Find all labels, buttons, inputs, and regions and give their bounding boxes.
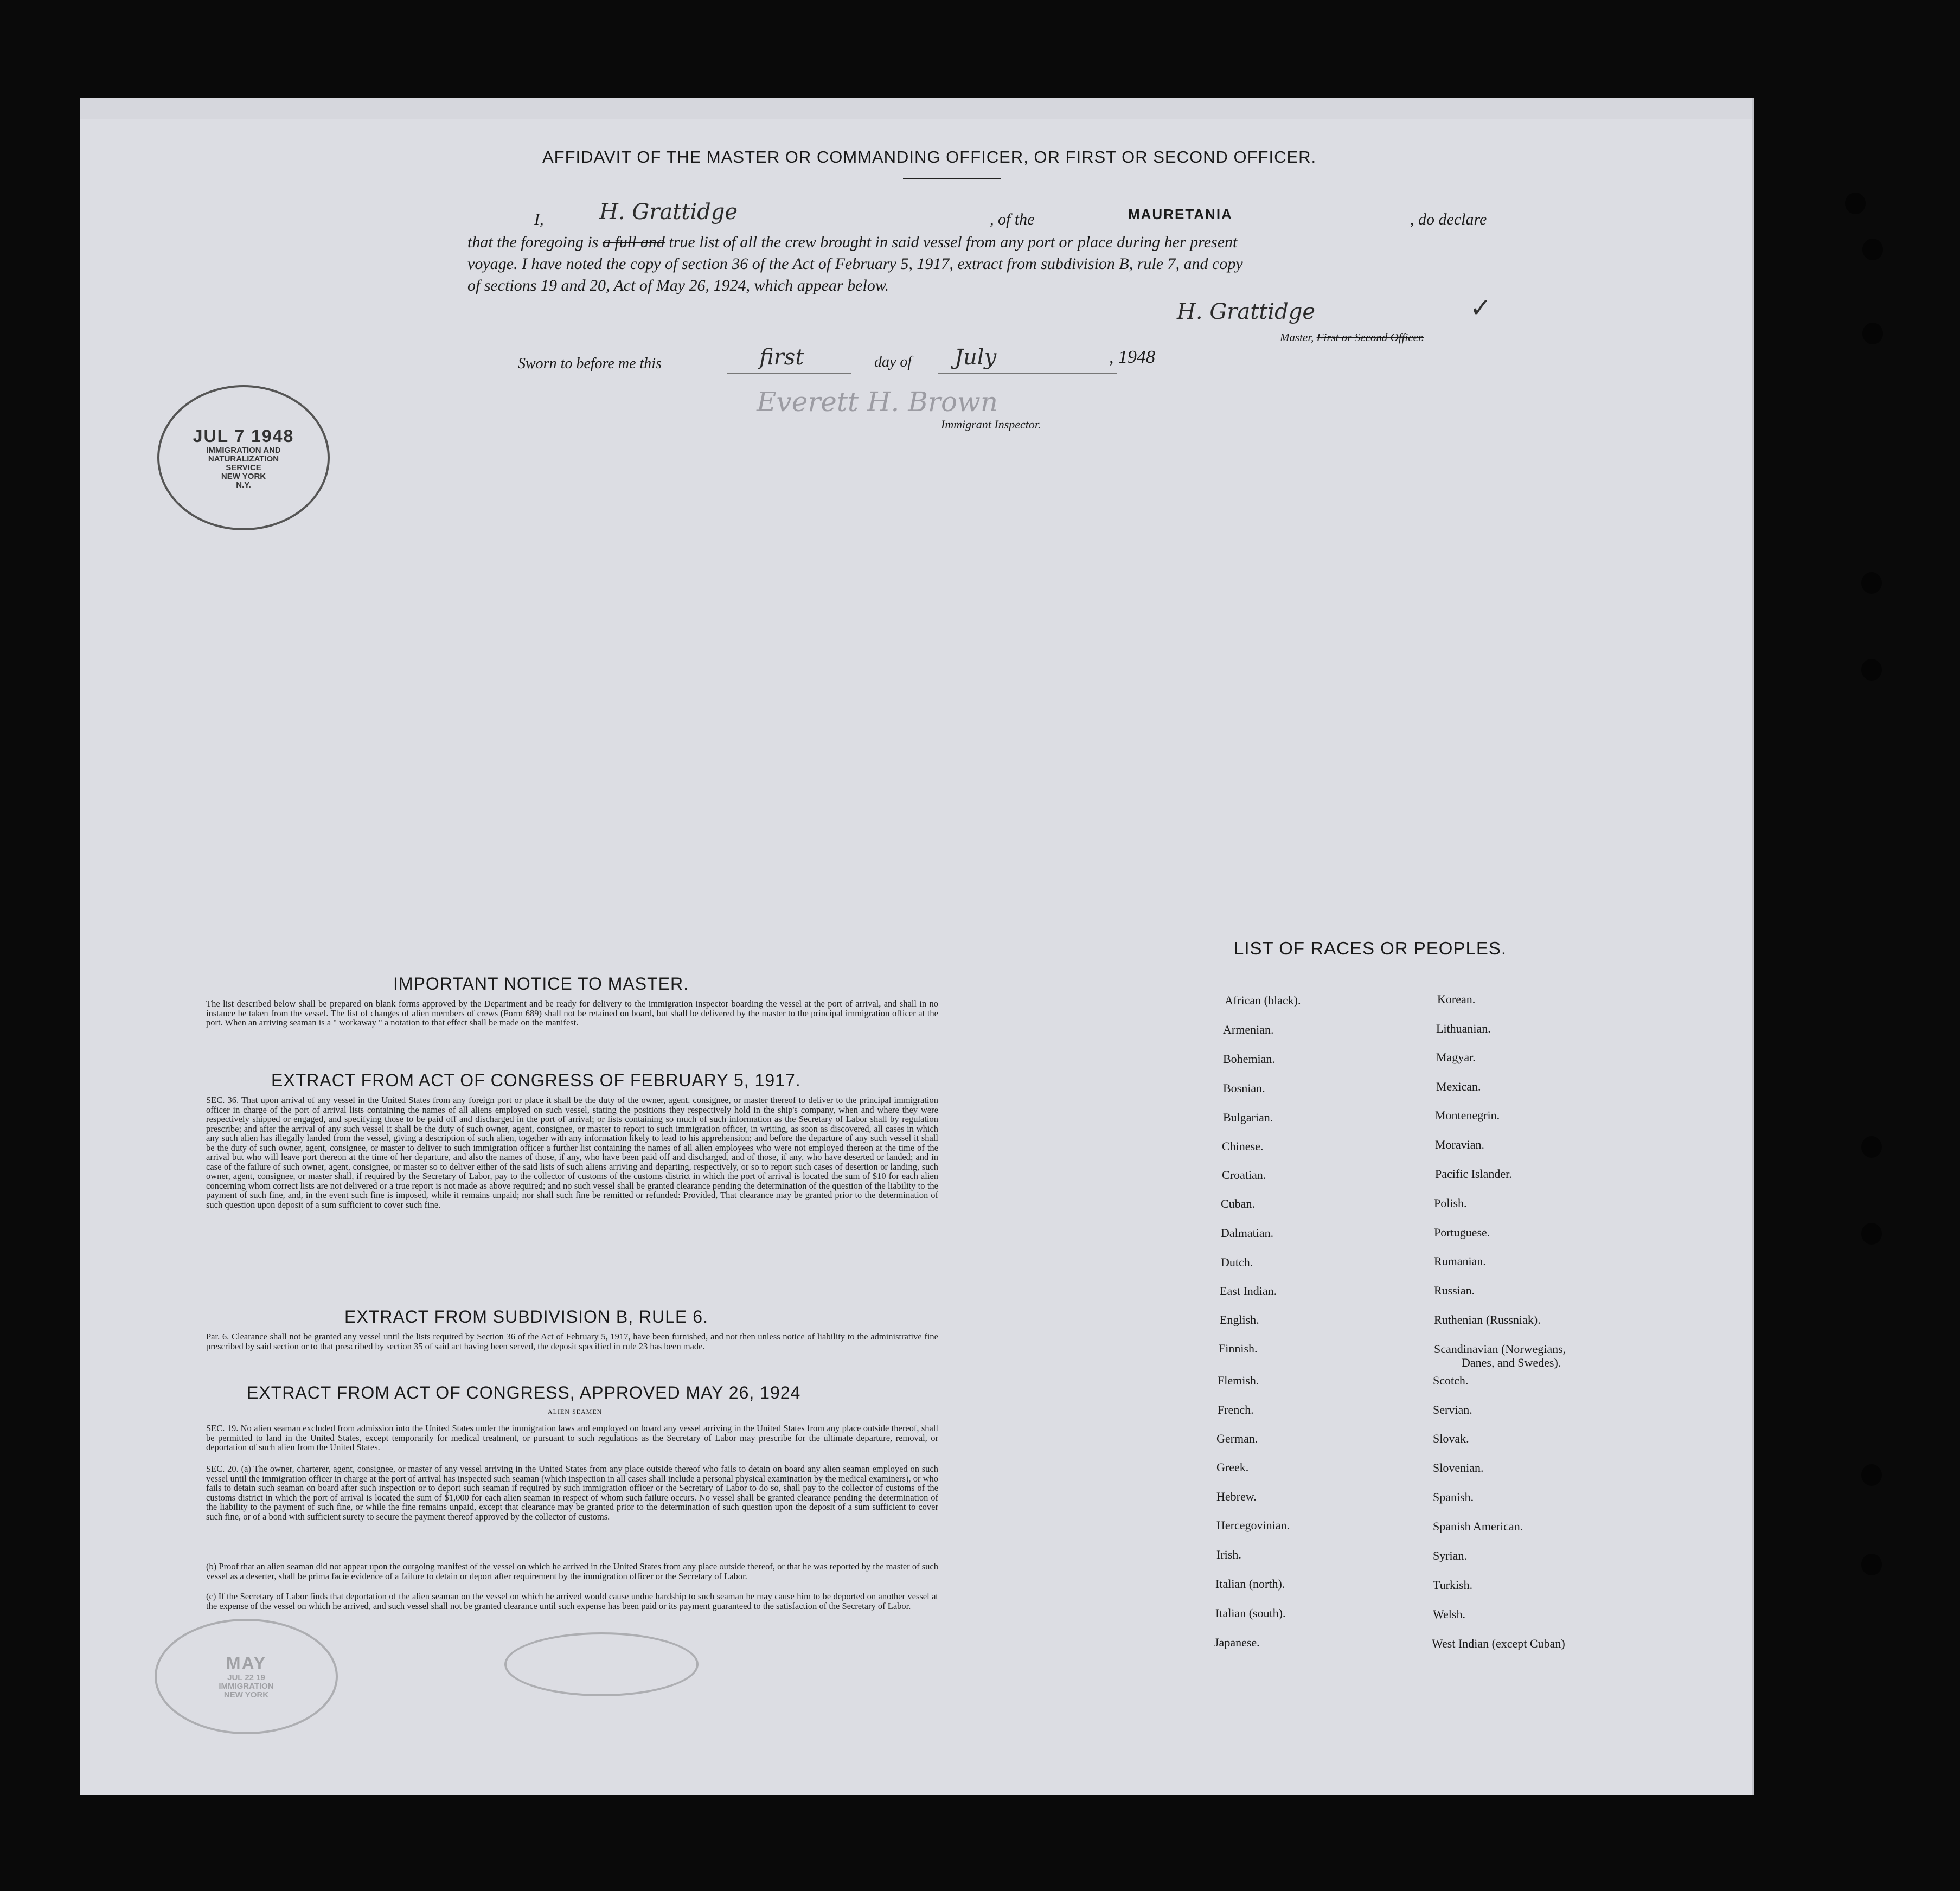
faint-stamp-text: JUL 22 19 bbox=[227, 1673, 265, 1682]
faint-stamp bbox=[155, 1619, 338, 1734]
faint-stamp-text: NEW YORK bbox=[223, 1690, 269, 1700]
race-item: German. bbox=[1216, 1432, 1258, 1445]
race-item: Montenegrin. bbox=[1435, 1108, 1500, 1122]
extract3-title: EXTRACT FROM ACT OF CONGRESS, APPROVED MAY 26, 1924 bbox=[247, 1383, 801, 1402]
faint-stamp-text: MAY bbox=[226, 1653, 267, 1673]
inspector-signature: Everett H. Brown bbox=[757, 386, 998, 418]
race-item: Spanish. bbox=[1433, 1490, 1474, 1504]
race-item-continuation: Danes, and Swedes). bbox=[1462, 1356, 1561, 1369]
race-item: Italian (north). bbox=[1215, 1577, 1285, 1591]
sworn-day: first bbox=[759, 345, 804, 370]
year: , 1948 bbox=[1109, 347, 1155, 367]
vessel-name: MAURETANIA bbox=[1128, 206, 1233, 222]
stamp-line: SERVICE bbox=[226, 463, 261, 472]
race-item: Hercegovinian. bbox=[1216, 1518, 1290, 1532]
master-signature: H. Grattidge bbox=[1177, 299, 1316, 324]
punch-hole bbox=[1861, 1136, 1882, 1158]
month-line bbox=[938, 373, 1117, 374]
race-item: Portuguese. bbox=[1434, 1226, 1490, 1239]
race-item: English. bbox=[1220, 1313, 1259, 1326]
sec20b-body: (b) Proof that an alien seaman did not appear upon the outgoing manifest of the vessel on which he arrived in the United States from any place outside thereof, or that he was reported by the master of such vessel as a deserter, shall be prima facie evidence of a failure to detain or deport after requirement by the immigration officer or the Secretary of Labor. bbox=[206, 1561, 938, 1581]
race-item: Turkish. bbox=[1433, 1578, 1473, 1592]
race-item: Scandinavian (Norwegians, bbox=[1434, 1342, 1566, 1356]
title-rule bbox=[903, 178, 1001, 179]
extract2-body: Par. 6. Clearance shall not be granted any vessel until the lists required by Section 36 of the Act of February 5, 1917, have been furnished, and not then unless notice of liability to the administrative fine prescribed by said section or to that prescribed by section 35 of said act having been served, the deposit specified in rule 23 has been made. bbox=[206, 1331, 938, 1351]
stamp-line: N.Y. bbox=[236, 480, 251, 490]
race-item: East Indian. bbox=[1220, 1284, 1277, 1298]
race-item: Rumanian. bbox=[1434, 1254, 1486, 1268]
race-item: Lithuanian. bbox=[1436, 1022, 1491, 1035]
race-item: Moravian. bbox=[1435, 1138, 1485, 1151]
faint-oval-stamp bbox=[504, 1632, 699, 1696]
day-of-label: day of bbox=[874, 354, 912, 370]
of-the-label: , of the bbox=[990, 210, 1035, 228]
extract1-body: SEC. 36. That upon arrival of any vessel in the United States from any foreign port or place it shall be the duty of the owner, agent, consignee, or master thereof to deliver to the principal immigration officer in charge of the port of arrival lists containing the names of all aliens employed on such vessel, stating the positions they respectively hold in the ship's company, when and where they were respectively shipped or engaged, and specifying those to be paid off and discharged in the port of arrival; or lists containing so much of such information as the Secretary of Labor shall by regulation prescribe; and after the arrival of any such vessel it shall be the duty of such owner, agent, consignee, or master to report to such immigration officer, in writing, as soon as discovered, all cases in which any such alien has illegally landed from the vessel, giving a description of such alien, together with any information likely to lead to his apprehension; and before the departure of any such vessel it shall be the duty of such owner, agent, consignee, or master to deliver to such immigration officer a further list containing the names of all alien employees who were not employed thereon at the time of the arrival but who will leave port thereon at the time of her departure, and also the names of those, if any, who have been paid off and discharged, and of those, if any, who have deserted or landed; and in case of the failure of such owner, agent, consignee, or master so to deliver either of the said lists of such aliens arriving and departing, respectively, or so to report such cases of desertion or landing, such owner, agent, consignee, or master shall, if required by the Secretary of Labor, pay to the collector of customs of the customs district in which the port of arrival is located the sum of $10 for each alien concerning whom correct lists are not delivered or a true report is not made as above required; and no such vessel shall be granted clearance pending the determination of the question of the liability to the payment of such fine, and, in the event such fine is imposed, while it remains unpaid; nor shall such fine be remitted or refunded: Provided, That clearance may be granted prior to the determination of such question upon deposit of a sum sufficient to cover such fine. bbox=[206, 1095, 938, 1210]
i-label: I, bbox=[534, 210, 544, 228]
race-item: Syrian. bbox=[1433, 1549, 1467, 1562]
race-item: Flemish. bbox=[1218, 1374, 1259, 1387]
master-name-handwritten: H. Grattidge bbox=[599, 200, 738, 225]
race-item: Chinese. bbox=[1222, 1139, 1264, 1153]
stamp-line: NEW YORK bbox=[221, 471, 266, 481]
race-item: Ruthenian (Russniak). bbox=[1434, 1313, 1541, 1326]
race-item: Russian. bbox=[1434, 1284, 1475, 1297]
sworn-month: July bbox=[955, 345, 997, 370]
race-item: Welsh. bbox=[1433, 1607, 1465, 1621]
race-item: French. bbox=[1218, 1403, 1254, 1416]
races-title: LIST OF RACES OR PEOPLES. bbox=[1234, 938, 1507, 958]
race-item: Cuban. bbox=[1221, 1197, 1255, 1210]
stamp-line: IMMIGRATION AND bbox=[206, 445, 281, 455]
race-item: Korean. bbox=[1437, 992, 1476, 1006]
extract2-title: EXTRACT FROM SUBDIVISION B, RULE 6. bbox=[344, 1307, 708, 1326]
sec19-body: SEC. 19. No alien seaman excluded from admission into the United States under the immigration laws and employed on board any vessel arriving in the United States from any place outside thereof, shall be permitted to land in the United States, except temporarily for medical treatment, or pursuant to such regulations as the Secretary of Labor may prescribe for the ultimate departure, removal, or deportation of such alien from the United States. bbox=[206, 1423, 938, 1452]
race-item: Polish. bbox=[1434, 1196, 1467, 1210]
race-item: Slovak. bbox=[1433, 1432, 1469, 1445]
race-item: Dalmatian. bbox=[1221, 1226, 1274, 1240]
sworn-label: Sworn to before me this bbox=[518, 355, 662, 372]
sec20a-body: SEC. 20. (a) The owner, charterer, agent, consignee, or master of any vessel arriving in the United States from any place outside thereof who fails to detain on board any alien seaman employed on such vessel until the immigration officer in charge at the port of arrival has inspected such seaman (which inspection in all cases shall include a personal physical examination by the medical examiners), or who fails to detain such seaman on board after such inspection or to deport such seaman if required by such immigration officer or the Secretary of Labor to do so, shall pay to the collector of customs of the customs district in which the port of arrival is located the sum of $1,000 for each alien seaman in respect of whom such failure occurs. No vessel shall be granted clearance pending the determination of the liability to the payment of such fine, or while the fine remains unpaid, except that clearance may be granted prior to the determination of such question upon the deposit of a sum sufficient to cover such fine, or of a bond with sufficient surety to secure the payment thereof approved by the collector of customs. bbox=[206, 1464, 938, 1522]
punch-hole bbox=[1845, 193, 1866, 214]
race-item: Servian. bbox=[1433, 1403, 1472, 1416]
race-item: Hebrew. bbox=[1216, 1490, 1257, 1503]
declaration-line-3: of sections 19 and 20, Act of May 26, 1924, which appear below. bbox=[467, 277, 889, 294]
race-item: Japanese. bbox=[1214, 1636, 1260, 1649]
race-item: Slovenian. bbox=[1433, 1461, 1484, 1475]
race-item: Scotch. bbox=[1433, 1374, 1469, 1387]
race-item: Magyar. bbox=[1436, 1050, 1476, 1064]
inspector-label: Immigrant Inspector. bbox=[941, 418, 1041, 431]
punch-hole bbox=[1861, 1223, 1882, 1245]
punch-hole bbox=[1861, 1464, 1882, 1486]
punch-hole bbox=[1862, 239, 1883, 260]
notice-title: IMPORTANT NOTICE TO MASTER. bbox=[393, 974, 689, 993]
checkmark-icon: ✓ bbox=[1470, 294, 1492, 323]
torn-top-edge bbox=[80, 98, 1752, 119]
notice-body: The list described below shall be prepared on blank forms approved by the Department and be ready for delivery to the immigration inspector boarding the vessel at the port of arrival, and shall in no instance be taken from the vessel. The list of changes of alien members of crews (Form 689) shall not be retained on board, but shall be delivered by the master to the principal immigration officer at the port. When an arriving seaman is a " workaway " a notation to that effect shall be made on the manifest. bbox=[206, 998, 938, 1028]
officer-label: Master, First or Second Officer. bbox=[1280, 331, 1424, 344]
punch-hole bbox=[1861, 1554, 1882, 1575]
do-declare-label: , do declare bbox=[1410, 210, 1487, 228]
race-item: Spanish American. bbox=[1433, 1520, 1523, 1533]
race-item: Mexican. bbox=[1436, 1080, 1481, 1093]
race-item: Pacific Islander. bbox=[1435, 1167, 1512, 1181]
race-item: Italian (south). bbox=[1215, 1606, 1286, 1620]
immigration-date-stamp bbox=[157, 385, 330, 530]
stamp-date: JUL 7 1948 bbox=[193, 426, 294, 446]
faint-stamp-text: IMMIGRATION bbox=[219, 1682, 274, 1691]
race-item: Finnish. bbox=[1219, 1342, 1258, 1355]
race-item: Bohemian. bbox=[1223, 1052, 1275, 1066]
declaration-line-1: that the foregoing is a full and true list of all the crew brought in said vessel from any port or place during her present bbox=[467, 233, 1238, 251]
declaration-line-2: voyage. I have noted the copy of section 36 of the Act of February 5, 1917, extract from subdivision B, rule 7, and copy bbox=[467, 255, 1243, 273]
race-item: Armenian. bbox=[1223, 1023, 1274, 1036]
race-item: Greek. bbox=[1216, 1460, 1249, 1474]
punch-hole bbox=[1862, 323, 1883, 344]
race-item: Dutch. bbox=[1221, 1255, 1253, 1269]
affidavit-title: AFFIDAVIT OF THE MASTER OR COMMANDING OFFICER, OR FIRST OR SECOND OFFICER. bbox=[542, 148, 1317, 166]
punch-hole bbox=[1861, 659, 1882, 681]
race-item: African (black). bbox=[1225, 993, 1301, 1007]
race-item: West Indian (except Cuban) bbox=[1432, 1637, 1565, 1650]
extract1-title: EXTRACT FROM ACT OF CONGRESS OF FEBRUARY 5, 1917. bbox=[271, 1071, 801, 1090]
punch-hole bbox=[1861, 572, 1882, 594]
race-item: Irish. bbox=[1216, 1548, 1241, 1561]
stamp-line: NATURALIZATION bbox=[208, 454, 279, 464]
day-line bbox=[727, 373, 851, 374]
race-item: Croatian. bbox=[1222, 1168, 1266, 1182]
race-item: Bosnian. bbox=[1223, 1081, 1265, 1095]
extract3-subtitle: ALIEN SEAMEN bbox=[548, 1408, 603, 1415]
sec20c-body: (c) If the Secretary of Labor finds that deportation of the alien seaman on the vessel on which he arrived would cause undue hardship to such seaman he may cause him to be deported on another vessel at the expense of the vessel on which he arrived, and such vessel shall not be granted clearance until such expense has been paid or its payment guaranteed to the satisfaction of the Secretary of Labor. bbox=[206, 1591, 938, 1611]
race-item: Bulgarian. bbox=[1223, 1111, 1273, 1124]
